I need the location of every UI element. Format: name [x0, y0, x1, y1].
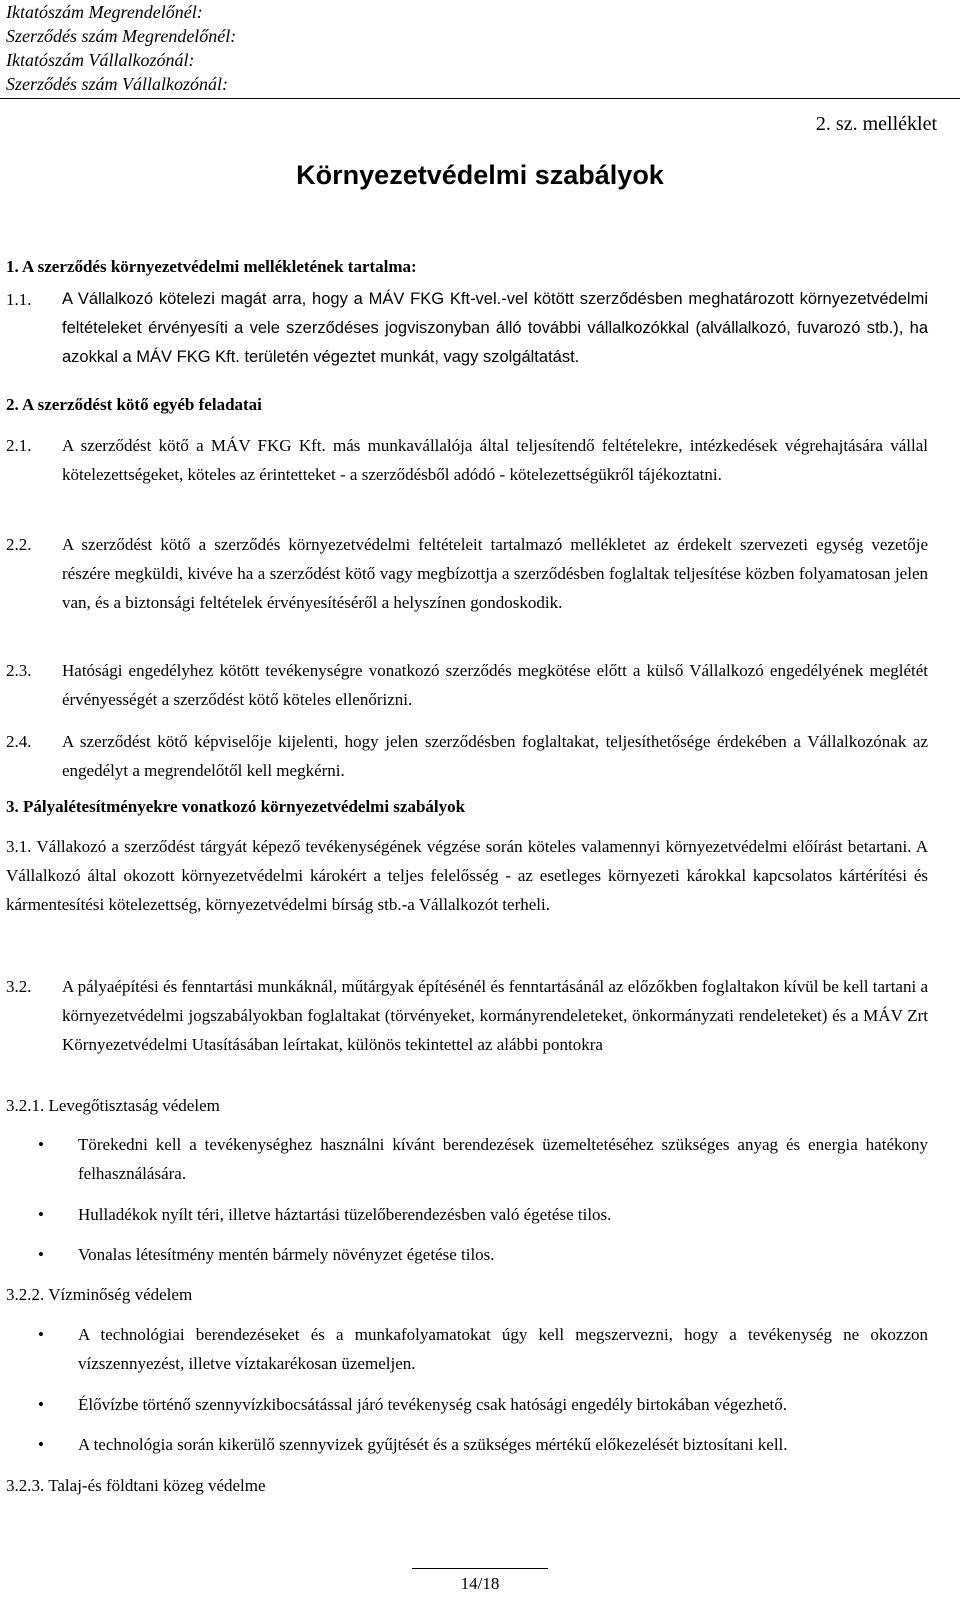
- document-header: [6, 0, 236, 96]
- section-1-heading: 1. A szerződés környezetvédelmi mellékletének tartalma:: [6, 257, 417, 276]
- page-title: Környezetvédelmi szabályok: [296, 160, 664, 190]
- para-1-1: A Vállalkozó kötelezi magát arra, hogy a MÁV FKG Kft-vel.-vel kötött szerződésben meghatározott környezetvédelmi feltételeket érvényesíti a vele szerződéses jogviszonyban álló további vállalkozókkal (alvállalkozó, fuvarozó stb.), ha azokkal a MÁV FKG Kft. területén végeztet munkát, vagy szolgáltatást.: [62, 290, 928, 366]
- footer-divider: [412, 1568, 548, 1569]
- para-3-1: 3.1. Vállakozó a szerződést tárgyát képező tevékenységének végzése során köteles valamennyi környezetvédelmi előírást betartani. A Vállalkozó által okozott környezetvédelmi károkért a teljes felelősség - az esetleges környezeti károkkal kapcsolatos kártérítési és kármentesítési kötelezettség, környezetvédelmi bírság stb.-a Vállalkozót terheli.: [6, 837, 928, 914]
- bullet-icon: •: [38, 1135, 44, 1154]
- para-3-2-number: 3.2.: [6, 977, 32, 996]
- header-line-3: Iktatószám Vállalkozónál:: [6, 50, 195, 70]
- para-2-1: A szerződést kötő a MÁV FKG Kft. más munkavállalója által teljesítendő feltételekre, intézkedések végrehajtására vállal kötelezettségeket, köteles az érintetteket - a szerződésből adódó - kötelezettségükről tájékoztatni.: [62, 436, 928, 484]
- section-3-heading: 3. Pályalétesítményekre vonatkozó környezetvédelmi szabályok: [6, 797, 466, 816]
- bullet-icon: •: [38, 1435, 44, 1454]
- header-line-2: Szerződés szám Megrendelőnél:: [6, 26, 237, 46]
- para-3-2: A pályaépítési és fenntartási munkáknál, műtárgyak építésénél és fenntartásánál az előzőkben foglaltakon kívül be kell tartani a környezetvédelmi jogszabályokban foglaltakat (törvényeket, kormányrendeleteket, önkormányzati rendeleteket) és a MÁV Zrt Környezetvédelmi Utasításában leírtakat, különös tekintettel az alábbi pontokra: [62, 977, 928, 1054]
- annex-label: 2. sz. melléklet: [815, 113, 937, 135]
- subsection-3-2-3-heading: 3.2.3. Talaj-és földtani közeg védelme: [6, 1476, 266, 1495]
- bullet-icon: •: [38, 1395, 44, 1414]
- para-2-1-number: 2.1.: [6, 436, 32, 455]
- list-item: Törekedni kell a tevékenységhez használni kívánt berendezések üzemeltetéséhez szükséges anyag és energia hatékony felhasználására.: [78, 1135, 928, 1183]
- bullet-icon: •: [38, 1205, 44, 1224]
- para-2-4-number: 2.4.: [6, 732, 32, 751]
- para-2-2-number: 2.2.: [6, 535, 32, 554]
- para-2-3-number: 2.3.: [6, 661, 32, 680]
- para-2-4: A szerződést kötő képviselője kijelenti, hogy jelen szerződésben foglaltakat, teljesíthetősége érdekében a Vállalkozónak az engedélyt a megrendelőtől kell megkérni.: [62, 732, 928, 780]
- para-2-3: Hatósági engedélyhez kötött tevékenységre vonatkozó szerződés megkötése előtt a külső Vállalkozó engedélyének meglétét érvényességét a szerződést kötő köteles ellenőrizni.: [62, 661, 928, 709]
- para-1-1-number: 1.1.: [6, 290, 32, 309]
- header-line-1: Iktatószám Megrendelőnél:: [6, 2, 203, 22]
- list-item: Élővízbe történő szennyvízkibocsátással járó tevékenység csak hatósági engedély birtokában végezhető.: [78, 1395, 788, 1414]
- header-line-4: Szerződés szám Vállalkozónál:: [6, 74, 228, 94]
- header-divider: [0, 98, 960, 99]
- list-item: A technológia során kikerülő szennyvizek gyűjtését és a szükséges mértékű előkezelését biztosítani kell.: [78, 1435, 788, 1454]
- page-number: 14/18: [460, 1574, 500, 1593]
- bullet-icon: •: [38, 1325, 44, 1344]
- bullet-icon: •: [38, 1245, 44, 1264]
- list-item: Hulladékok nyílt téri, illetve háztartási tüzelőberendezésben való égetése tilos.: [78, 1205, 612, 1224]
- section-2-heading: 2. A szerződést kötő egyéb feladatai: [6, 395, 262, 414]
- subsection-3-2-1-heading: 3.2.1. Levegőtisztaság védelem: [6, 1096, 220, 1115]
- para-2-2: A szerződést kötő a szerződés környezetvédelmi feltételeit tartalmazó mellékletet az érdekelt szervezeti egység vezetője részére megküldi, kivéve ha a szerződést kötő vagy megbízottja a szerződésben foglaltak teljesítése közben folyamatosan jelen van, és a biztonsági feltételek érvényesítéséről a helyszínen gondoskodik.: [62, 535, 928, 612]
- list-item: A technológiai berendezéseket és a munkafolyamatokat úgy kell megszervezni, hogy a tevékenység ne okozzon vízszennyezést, illetve víztakarékosan üzemeljen.: [78, 1325, 928, 1373]
- subsection-3-2-2-heading: 3.2.2. Vízminőség védelem: [6, 1285, 193, 1304]
- list-item: Vonalas létesítmény mentén bármely növényzet égetése tilos.: [78, 1245, 495, 1264]
